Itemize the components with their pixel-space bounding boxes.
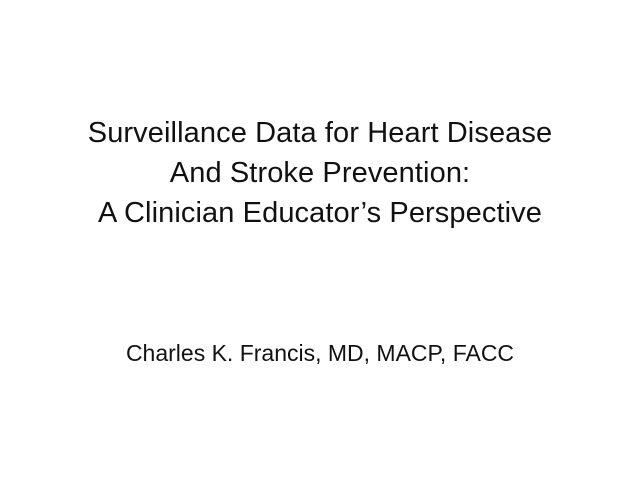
title-line-1: Surveillance Data for Heart Disease [87, 117, 553, 149]
title-line-2: And Stroke Prevention: [169, 157, 471, 189]
slide-title [0, 113, 640, 233]
title-line-3: A Clinician Educator’s Perspective [98, 197, 542, 229]
slide-author: Charles K. Francis, MD, MACP, FACC [125, 340, 515, 366]
